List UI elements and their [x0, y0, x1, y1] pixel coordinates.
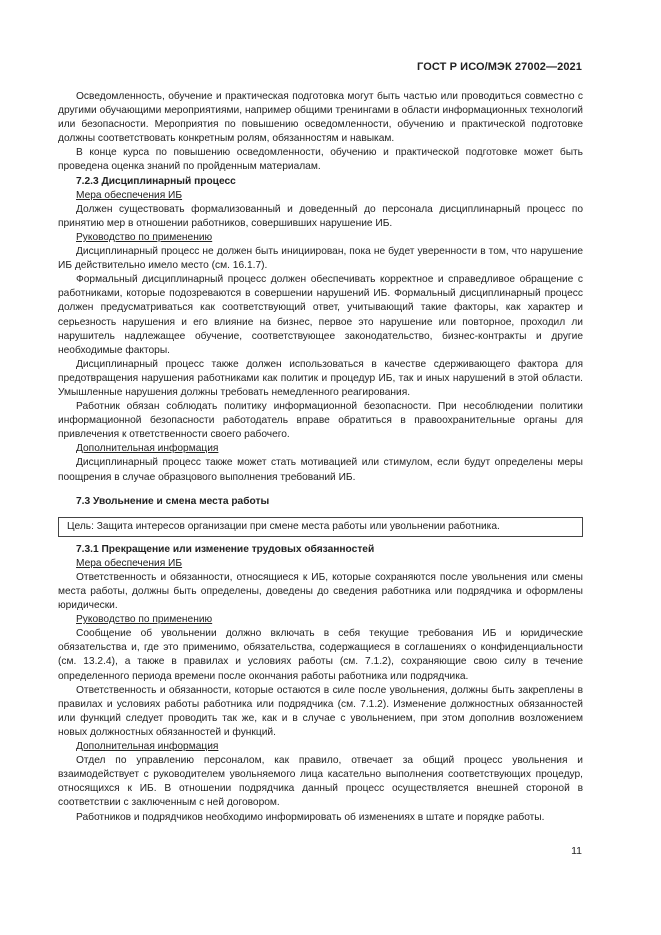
subheading-guidance: Руководство по применению: [76, 231, 213, 243]
subheading-additional-info: Дополнительная информация: [76, 741, 219, 753]
subheading-additional-info: Дополнительная информация: [76, 443, 219, 455]
paragraph: Должен существовать формализованный и доведенный до персонала дисциплинарный процесс по принятию мер в отношении работников, совершивших нарушение ИБ.: [58, 203, 583, 229]
section-heading-7-3: 7.3 Увольнение и смена места работы: [76, 495, 270, 507]
paragraph: Формальный дисциплинарный процесс должен обеспечивать корректное и справедливое обращение с работниками, которые подозреваются в совершении нарушений ИБ. Формальный дисциплинарный процесс должен предусматриваться как соответствующий ответ, учитывающий такие факторы, как характер и серьезность нарушения и его влияние на бизнес, первое это нарушение или повторное, проходил ли нарушитель надлежащее обучение, соответствующее законодательство, бизнес-контракты и другие необходимые факторы.: [58, 274, 583, 356]
paragraph: Работник обязан соблюдать политику информационной безопасности. При несоблюдении политики информационной безопасности работодатель вправе обратиться в правоохранительные органы для привлечения к ответственности своего рабочего.: [58, 401, 583, 441]
section-heading-7-2-3: 7.2.3 Дисциплинарный процесс: [76, 175, 236, 187]
objective-box: Цель: Защита интересов организации при смене места работы или увольнении работника.: [58, 517, 583, 537]
section-heading-7-3-1: 7.3.1 Прекращение или изменение трудовых обязанностей: [76, 543, 375, 555]
subheading-guidance: Руководство по применению: [76, 614, 213, 626]
paragraph: Дисциплинарный процесс также должен использоваться в качестве сдерживающего фактора для предотвращения нарушения работниками как политик и процедур ИБ, так и иных нарушений в этой области. Умышленные нарушения должны требовать немедленного реагирования.: [58, 358, 583, 398]
paragraph: Дисциплинарный процесс также может стать мотивацией или стимулом, если будут определены меры поощрения в случае образцового выполнения требований ИБ.: [58, 457, 583, 483]
subheading-control: Мера обеспечения ИБ: [76, 189, 183, 201]
paragraph: Дисциплинарный процесс не должен быть инициирован, пока не будет уверенности в том, что нарушение ИБ действительно имело место (см. 16.1.7).: [58, 246, 583, 272]
paragraph: Работников и подрядчиков необходимо информировать об изменениях в штате и порядке работы.: [76, 811, 545, 823]
paragraph: Ответственность и обязанности, относящиеся к ИБ, которые сохраняются после увольнения или смены места работы, должны быть определены, доведены до сведения работника или подрядчика и оформлены юридически.: [58, 571, 583, 612]
document-body: [58, 90, 583, 825]
paragraph: Отдел по управлению персоналом, как правило, отвечает за общий процесс увольнения и взаимодействует с руководителем увольняемого лица касательно выполнения соответствующих процедур, относящихся к ИБ. В отношении подрядчика данный процесс осуществляется внешней стороной в соответствии с заключенным с ней договором.: [58, 755, 583, 809]
page-number: 11: [571, 845, 582, 857]
paragraph: Сообщение об увольнении должно включать в себя текущие требования ИБ и юридические обязательства и, где это применимо, обязательства, содержащиеся в соглашениях о конфиденциальности (см. 13.2.4), а также в правилах и условиях работы (см. 7.1.2), сохраняющие свою силу в течение определенного периода времени после окончания работы работника или подрядчика.: [58, 628, 583, 682]
paragraph: Ответственность и обязанности, которые остаются в силе после увольнения, должны быть закреплены в правилах и условиях работы работника или подрядчика (см. 7.1.2). Изменение должностных обязанностей или функций следует проводить так же, как и в случае с увольнением, при этом дополнив возложением новых должностных обязанностей и функций.: [58, 684, 583, 738]
subheading-control: Мера обеспечения ИБ: [76, 557, 183, 569]
paragraph: В конце курса по повышению осведомленности, обучению и практической подготовке может быть проведена оценка знаний по пройденным материалам.: [58, 147, 583, 173]
paragraph: Осведомленность, обучение и практическая подготовка могут быть частью или проводиться совместно с другими обучающими мероприятиями, например общими тренингами в области информационных технологий или безопасности. Мероприятия по повышению осведомленности, обучению и практической подготовке должны соответствовать конкретным ролям, обязанностям и навыкам.: [58, 91, 583, 145]
document-header: ГОСТ Р ИСО/МЭК 27002—2021: [417, 61, 582, 73]
